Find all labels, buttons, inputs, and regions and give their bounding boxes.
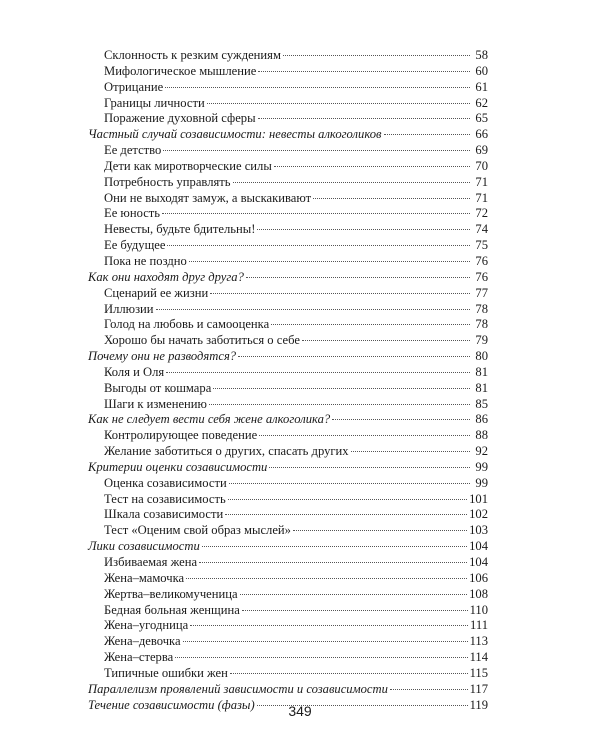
toc-entry-page: 88 [475, 428, 488, 443]
toc-entry-title: Лики созависимости [88, 539, 200, 554]
toc-entry-title: Выгоды от кошмара [104, 380, 212, 395]
toc-entry-title: Пока не поздно [104, 253, 187, 268]
dot-leader [384, 134, 470, 135]
dot-leader [165, 87, 470, 88]
toc-entry-title: Поражение духовной сферы [104, 111, 256, 126]
toc-subsection-entry [88, 191, 488, 207]
dot-leader [233, 182, 470, 183]
toc-subsection-entry [88, 48, 488, 64]
toc-entry-title: Невесты, будьте бдительны! [104, 222, 256, 237]
toc-entry-page: 119 [469, 697, 488, 712]
toc-entry-page: 102 [469, 507, 488, 522]
dot-leader [209, 404, 470, 405]
toc-entry-page: 76 [475, 253, 488, 268]
toc-entry-page: 85 [475, 396, 488, 411]
toc-entry-page: 69 [475, 143, 488, 158]
dot-leader [230, 673, 468, 674]
toc-subsection-entry [88, 286, 488, 302]
toc-entry-page: 115 [469, 665, 488, 680]
toc-entry-title: Контролирующее поведение [104, 428, 258, 443]
dot-leader [213, 388, 470, 389]
toc-entry-page: 106 [469, 570, 488, 585]
toc-subsection-entry [88, 159, 488, 175]
toc-entry-title: Течение созависимости (фазы) [88, 697, 255, 712]
toc-subsection-entry [88, 302, 488, 318]
toc-subsection-entry [88, 317, 488, 333]
dot-leader [269, 467, 470, 468]
dot-leader [186, 578, 467, 579]
toc-entry-page: 104 [469, 539, 488, 554]
toc-subsection-entry [88, 507, 488, 523]
dot-leader [202, 546, 467, 547]
toc-entry-page: 103 [469, 523, 488, 538]
toc-subsection-entry [88, 571, 488, 587]
toc-entry-title: Хорошо бы начать заботиться о себе [104, 333, 300, 348]
dot-leader [167, 245, 470, 246]
toc-entry-page: 114 [469, 650, 488, 665]
toc-entry-page: 113 [469, 634, 488, 649]
toc-section-entry [88, 127, 488, 143]
toc-subsection-entry [88, 492, 488, 508]
dot-leader [238, 356, 470, 357]
toc-subsection-entry [88, 333, 488, 349]
toc-subsection-entry [88, 206, 488, 222]
dot-leader [210, 293, 470, 294]
toc-subsection-entry [88, 650, 488, 666]
toc-entry-page: 71 [475, 174, 488, 189]
toc-entry-title: Границы личности [104, 95, 205, 110]
toc-entry-page: 71 [475, 190, 488, 205]
toc-subsection-entry [88, 428, 488, 444]
dot-leader [390, 689, 468, 690]
toc-entry-page: 99 [475, 475, 488, 490]
toc-subsection-entry [88, 64, 488, 80]
toc-subsection-entry [88, 254, 488, 270]
dot-leader [175, 657, 467, 658]
toc-entry-title: Жена–стерва [104, 650, 174, 665]
toc-entry-title: Они не выходят замуж, а выскакивают [104, 190, 312, 205]
toc-subsection-entry [88, 143, 488, 159]
toc-entry-title: Почему они не разводятся? [88, 349, 237, 364]
toc-entry-title: Сценарий ее жизни [104, 285, 209, 300]
toc-subsection-entry [88, 587, 488, 603]
dot-leader [166, 372, 470, 373]
toc-entry-title: Шкала созависимости [104, 507, 224, 522]
dot-leader [207, 103, 470, 104]
toc-entry-page: 70 [475, 158, 488, 173]
toc-entry-page: 111 [470, 618, 488, 633]
toc-entry-page: 74 [475, 222, 488, 237]
toc-entry-page: 75 [475, 238, 488, 253]
toc-subsection-entry [88, 555, 488, 571]
toc-subsection-entry [88, 634, 488, 650]
toc-entry-title: Отрицание [104, 79, 164, 94]
toc-entry-page: 65 [475, 111, 488, 126]
toc-entry-title: Бедная больная женщина [104, 602, 240, 617]
dot-leader [351, 451, 470, 452]
toc-entry-title: Желание заботиться о других, спасать других [104, 444, 349, 459]
toc-section-entry [88, 539, 488, 555]
toc-subsection-entry [88, 80, 488, 96]
toc-entry-title: Жена–девочка [104, 634, 181, 649]
dot-leader [274, 166, 470, 167]
dot-leader [313, 198, 470, 199]
toc-entry-page: 60 [475, 63, 488, 78]
dot-leader [258, 71, 470, 72]
toc-entry-page: 66 [475, 127, 488, 142]
toc-entry-page: 104 [469, 555, 488, 569]
toc-subsection-entry [88, 444, 488, 460]
toc-entry-title: Частный случай созависимости: невесты алкоголиков [88, 127, 382, 142]
dot-leader [225, 514, 467, 515]
toc-subsection-entry [88, 381, 488, 397]
dot-leader [293, 530, 467, 531]
toc-section-entry [88, 460, 488, 476]
toc-entry-title: Параллелизм проявлений зависимости и созависимости [88, 681, 388, 696]
toc-entry-title: Жена–мамочка [104, 570, 185, 585]
table-of-contents [88, 48, 488, 713]
toc-section-entry [88, 412, 488, 428]
toc-entry-page: 81 [475, 380, 488, 395]
dot-leader [163, 150, 470, 151]
toc-entry-title: Мифологическое мышление [104, 63, 257, 78]
toc-entry-title: Дети как миротворческие силы [104, 158, 272, 173]
toc-entry-title: Типичные ошибки жен [104, 665, 228, 680]
toc-entry-title: Жертва–великомученица [104, 586, 238, 601]
dot-leader [246, 277, 470, 278]
toc-entry-page: 72 [475, 206, 488, 221]
toc-entry-page: 117 [469, 681, 488, 696]
toc-entry-page: 76 [475, 269, 488, 284]
toc-entry-title: Иллюзии [104, 301, 154, 316]
toc-entry-page: 86 [475, 412, 488, 427]
toc-entry-title: Тест «Оценим свой образ мыслей» [104, 523, 291, 538]
toc-entry-title: Голод на любовь и самооценка [104, 317, 270, 332]
toc-entry-title: Как они находят друг друга? [88, 269, 244, 284]
toc-subsection-entry [88, 238, 488, 254]
toc-entry-page: 79 [475, 333, 488, 348]
toc-subsection-entry [88, 222, 488, 238]
toc-subsection-entry [88, 476, 488, 492]
toc-entry-title: Потребность управлять [104, 174, 231, 189]
toc-subsection-entry [88, 365, 488, 381]
dot-leader [156, 309, 470, 310]
toc-section-entry [88, 349, 488, 365]
toc-section-entry [88, 682, 488, 698]
toc-entry-page: 101 [469, 491, 488, 506]
toc-entry-title: Как не следует вести себя жене алкоголика? [88, 412, 331, 427]
dot-leader [189, 261, 470, 262]
dot-leader [242, 610, 468, 611]
toc-entry-page: 81 [475, 364, 488, 379]
dot-leader [199, 562, 467, 563]
dot-leader [229, 483, 470, 484]
toc-entry-page: 110 [469, 602, 488, 617]
toc-entry-page: 108 [469, 586, 488, 601]
toc-entry-page: 78 [475, 317, 488, 332]
dot-leader [228, 499, 467, 500]
toc-subsection-entry [88, 523, 488, 539]
dot-leader [332, 419, 470, 420]
dot-leader [283, 55, 470, 56]
toc-entry-page: 62 [475, 95, 488, 110]
toc-subsection-entry [88, 618, 488, 634]
toc-entry-title: Тест на созависимость [104, 491, 226, 506]
toc-entry-title: Жена–угодница [104, 618, 189, 633]
toc-entry-title: Оценка созависимости [104, 475, 227, 490]
page-number: 349 [288, 703, 312, 719]
toc-entry-page: 61 [475, 79, 488, 94]
toc-entry-title: Шаги к изменению [104, 396, 207, 411]
dot-leader [258, 118, 470, 119]
toc-subsection-entry [88, 96, 488, 112]
toc-subsection-entry [88, 111, 488, 127]
toc-subsection-entry [88, 175, 488, 191]
toc-entry-title: Коля и Оля [104, 364, 165, 379]
toc-entry-page: 92 [475, 444, 488, 459]
dot-leader [302, 340, 470, 341]
toc-entry-page: 77 [475, 285, 488, 300]
toc-entry-page: 78 [475, 301, 488, 316]
toc-entry-title: Ее юность [104, 206, 161, 221]
toc-section-entry [88, 270, 488, 286]
toc-entry-title: Ее детство [104, 143, 162, 158]
toc-entry-title: Склонность к резким суждениям [104, 48, 281, 62]
toc-subsection-entry [88, 397, 488, 413]
dot-leader [190, 625, 468, 626]
dot-leader [162, 213, 470, 214]
toc-entry-title: Ее будущее [104, 238, 166, 253]
toc-subsection-entry [88, 603, 488, 619]
toc-entry-page: 80 [475, 349, 488, 364]
dot-leader [183, 641, 468, 642]
toc-entry-page: 99 [475, 459, 488, 474]
toc-entry-title: Избиваемая жена [104, 555, 198, 569]
toc-entry-title: Критерии оценки созависимости [88, 459, 268, 474]
toc-entry-page: 58 [475, 48, 488, 62]
dot-leader [271, 324, 470, 325]
toc-subsection-entry [88, 666, 488, 682]
dot-leader [257, 229, 470, 230]
dot-leader [240, 594, 468, 595]
dot-leader [259, 435, 470, 436]
